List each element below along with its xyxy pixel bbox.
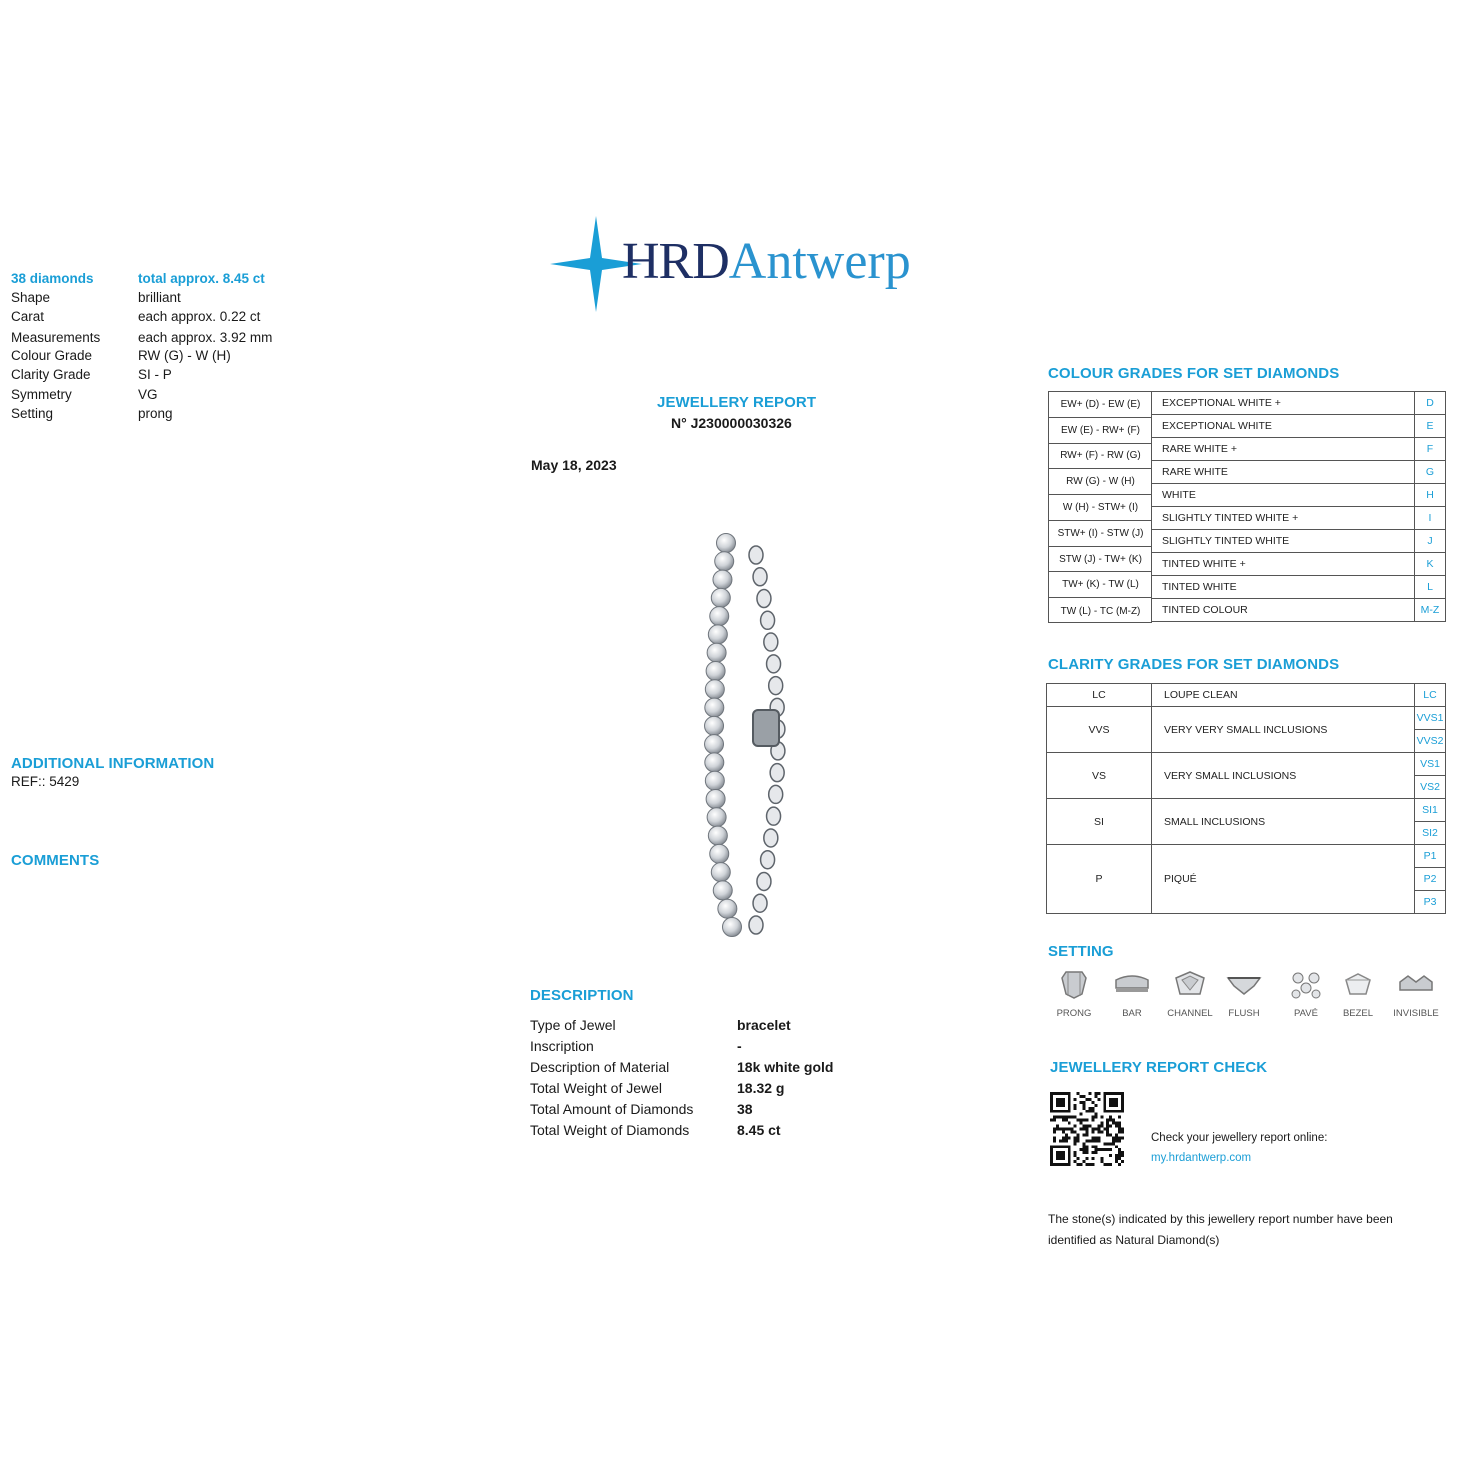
description-label: Total Weight of Jewel: [530, 1080, 663, 1096]
description-value: bracelet: [737, 1017, 791, 1033]
total-carat: total approx. 8.45 ct: [138, 271, 265, 286]
colour-grade-code: E: [1415, 415, 1446, 438]
clarity-code: VVS1: [1415, 707, 1446, 730]
colour-grade-row: [1152, 576, 1446, 599]
colour-grade-row: [1152, 530, 1446, 553]
clarity-code: VS2: [1415, 776, 1446, 799]
colour-range-cell: EW+ (D) - EW (E): [1049, 392, 1152, 418]
colour-grade-name: RARE WHITE +: [1152, 438, 1415, 461]
colour-grade-name: SLIGHTLY TINTED WHITE: [1152, 530, 1415, 553]
colour-range-cell: STW (J) - TW+ (K): [1049, 547, 1152, 573]
colour-range-cell: EW (E) - RW+ (F): [1049, 418, 1152, 444]
report-title: JEWELLERY REPORT: [657, 394, 817, 411]
colour-range-cell: W (H) - STW+ (I): [1049, 495, 1152, 521]
clarity-abbr: SI: [1047, 799, 1152, 845]
spec-row: [11, 405, 173, 422]
description-value: 8.45 ct: [737, 1122, 781, 1138]
note-line-1: The stone(s) indicated by this jewellery report number have been: [1048, 1212, 1393, 1226]
colour-grade-code: K: [1415, 553, 1446, 576]
colour-range-cell: RW+ (F) - RW (G): [1049, 444, 1152, 470]
description-row: [530, 1059, 833, 1076]
spec-row: [11, 289, 181, 306]
setting-item: [1102, 968, 1162, 1019]
spec-row: [11, 347, 231, 364]
description-value: 18.32 g: [737, 1080, 785, 1096]
description-label: Inscription: [530, 1038, 594, 1054]
clarity-grade-row: [1047, 753, 1446, 776]
report-check-title: JEWELLERY REPORT CHECK: [1050, 1059, 1268, 1076]
clarity-code: SI1: [1415, 799, 1446, 822]
note-line-2: identified as Natural Diamond(s): [1048, 1233, 1220, 1247]
prong-setting-icon: [1054, 968, 1094, 1000]
clarity-name: VERY SMALL INCLUSIONS: [1152, 753, 1415, 799]
colour-grade-code: M-Z: [1415, 599, 1446, 622]
clarity-grade-row: [1047, 845, 1446, 868]
spec-row: [11, 329, 272, 346]
colour-range-cell: TW+ (K) - TW (L): [1049, 572, 1152, 598]
setting-item: [1214, 968, 1274, 1019]
description-row: [530, 1101, 753, 1118]
setting-item: [1328, 968, 1388, 1019]
colour-grade-code: F: [1415, 438, 1446, 461]
pave-setting-icon: [1286, 968, 1326, 1000]
clarity-abbr: VS: [1047, 753, 1152, 799]
description-label: Total Amount of Diamonds: [530, 1101, 694, 1117]
clarity-code: VS1: [1415, 753, 1446, 776]
spec-value: prong: [138, 406, 173, 421]
description-row: [530, 1038, 742, 1055]
description-label: Total Weight of Diamonds: [530, 1122, 690, 1138]
clarity-name: LOUPE CLEAN: [1152, 684, 1415, 707]
logo-antwerp-text: Antwerp: [728, 233, 911, 290]
colour-grade-code: G: [1415, 461, 1446, 484]
clarity-code: P2: [1415, 868, 1446, 891]
colour-grade-row: [1152, 392, 1446, 415]
description-value: 38: [737, 1101, 753, 1117]
clarity-name: SMALL INCLUSIONS: [1152, 799, 1415, 845]
report-date: May 18, 2023: [531, 457, 617, 473]
setting-item: [1276, 968, 1336, 1019]
comments-title: COMMENTS: [11, 852, 100, 869]
clarity-grade-row: [1047, 799, 1446, 822]
setting-item: [1160, 968, 1220, 1019]
spec-label: Clarity Grade: [11, 367, 91, 382]
flush-setting-icon: [1224, 968, 1264, 1000]
setting-label: PAVÉ: [1294, 1008, 1318, 1019]
spec-value: brilliant: [138, 290, 181, 305]
additional-info-title: ADDITIONAL INFORMATION: [11, 755, 215, 772]
qr-code[interactable]: [1050, 1092, 1124, 1166]
spec-label: Measurements: [11, 330, 101, 345]
colour-grade-row: [1152, 599, 1446, 622]
logo-hrd-text: HRD: [622, 233, 729, 290]
colour-grade-name: WHITE: [1152, 484, 1415, 507]
colour-grade-row: [1152, 461, 1446, 484]
description-label: Description of Material: [530, 1059, 670, 1075]
description-row: [530, 1080, 784, 1097]
clarity-code: P3: [1415, 891, 1446, 914]
spec-label: Carat: [11, 309, 45, 324]
colour-grade-row: [1152, 484, 1446, 507]
clarity-abbr: LC: [1047, 684, 1152, 707]
colour-grade-name: TINTED WHITE +: [1152, 553, 1415, 576]
description-row: [530, 1122, 781, 1139]
check-url-link[interactable]: my.hrdantwerp.com: [1151, 1152, 1252, 1164]
clarity-grade-row: [1047, 684, 1446, 707]
colour-grade-row: [1152, 415, 1446, 438]
spec-label: Setting: [11, 406, 54, 421]
clarity-code: LC: [1415, 684, 1446, 707]
colour-grade-code: L: [1415, 576, 1446, 599]
setting-title: SETTING: [1048, 943, 1114, 960]
spec-row: [11, 386, 158, 403]
spec-value: each approx. 3.92 mm: [138, 330, 273, 345]
invisible-setting-icon: [1396, 968, 1436, 1000]
spec-value: VG: [138, 387, 158, 402]
colour-range-cell: RW (G) - W (H): [1049, 469, 1152, 495]
colour-grade-row: [1152, 553, 1446, 576]
colour-grades-title: COLOUR GRADES FOR SET DIAMONDS: [1048, 365, 1340, 382]
spec-label: Shape: [11, 290, 51, 305]
colour-grade-code: I: [1415, 507, 1446, 530]
colour-range-cell: STW+ (I) - STW (J): [1049, 521, 1152, 547]
report-number: N° J230000030326: [671, 415, 792, 431]
setting-label: FLUSH: [1228, 1008, 1260, 1019]
clarity-name: VERY VERY SMALL INCLUSIONS: [1152, 707, 1415, 753]
spec-row: [11, 366, 172, 383]
colour-grade-name: EXCEPTIONAL WHITE +: [1152, 392, 1415, 415]
clarity-code: SI2: [1415, 822, 1446, 845]
channel-setting-icon: [1170, 968, 1210, 1000]
colour-grade-row: [1152, 438, 1446, 461]
clarity-grades-table: [1046, 683, 1446, 914]
check-text: Check your jewellery report online:: [1151, 1132, 1328, 1144]
clarity-grades-title: CLARITY GRADES FOR SET DIAMONDS: [1048, 656, 1340, 673]
clarity-name: PIQUÉ: [1152, 845, 1415, 914]
bar-setting-icon: [1112, 968, 1152, 1000]
clarity-code: P1: [1415, 845, 1446, 868]
colour-grade-name: TINTED COLOUR: [1152, 599, 1415, 622]
clarity-abbr: P: [1047, 845, 1152, 914]
spec-value: SI - P: [138, 367, 172, 382]
colour-grade-row: [1152, 507, 1446, 530]
natural-diamond-note: [1048, 1209, 1393, 1251]
colour-range-cell: TW (L) - TC (M-Z): [1060, 605, 1141, 617]
description-value: 18k white gold: [737, 1059, 834, 1075]
colour-grade-name: RARE WHITE: [1152, 461, 1415, 484]
setting-item: [1386, 968, 1446, 1019]
colour-grade-name: SLIGHTLY TINTED WHITE +: [1152, 507, 1415, 530]
ref-number: REF:: 5429: [11, 774, 80, 789]
description-title: DESCRIPTION: [530, 987, 634, 1004]
hrd-logo: [548, 214, 968, 314]
spec-label: Colour Grade: [11, 348, 93, 363]
setting-label: BEZEL: [1342, 1008, 1374, 1019]
colour-grade-code: J: [1415, 530, 1446, 553]
spec-row: [11, 308, 260, 325]
clarity-code: VVS2: [1415, 730, 1446, 753]
spec-value: each approx. 0.22 ct: [138, 309, 261, 324]
colour-grade-name: EXCEPTIONAL WHITE: [1152, 415, 1415, 438]
setting-label: INVISIBLE: [1393, 1008, 1439, 1019]
diamond-count-row: [11, 270, 265, 287]
setting-label: CHANNEL: [1167, 1008, 1213, 1019]
spec-value: RW (G) - W (H): [138, 348, 231, 363]
setting-label: PRONG: [1056, 1008, 1092, 1019]
setting-label: BAR: [1122, 1008, 1142, 1019]
description-row: [530, 1017, 791, 1034]
setting-item: [1044, 968, 1104, 1019]
clarity-grade-row: [1047, 707, 1446, 730]
diamond-count: 38 diamonds: [11, 271, 94, 286]
clarity-abbr: VVS: [1047, 707, 1152, 753]
description-value: -: [737, 1038, 742, 1054]
bezel-setting-icon: [1338, 968, 1378, 1000]
bracelet-photo: [680, 525, 810, 945]
spec-label: Symmetry: [11, 387, 72, 402]
colour-grade-name: TINTED WHITE: [1152, 576, 1415, 599]
colour-grade-code: H: [1415, 484, 1446, 507]
description-label: Type of Jewel: [530, 1017, 616, 1033]
colour-grade-code: D: [1415, 392, 1446, 415]
